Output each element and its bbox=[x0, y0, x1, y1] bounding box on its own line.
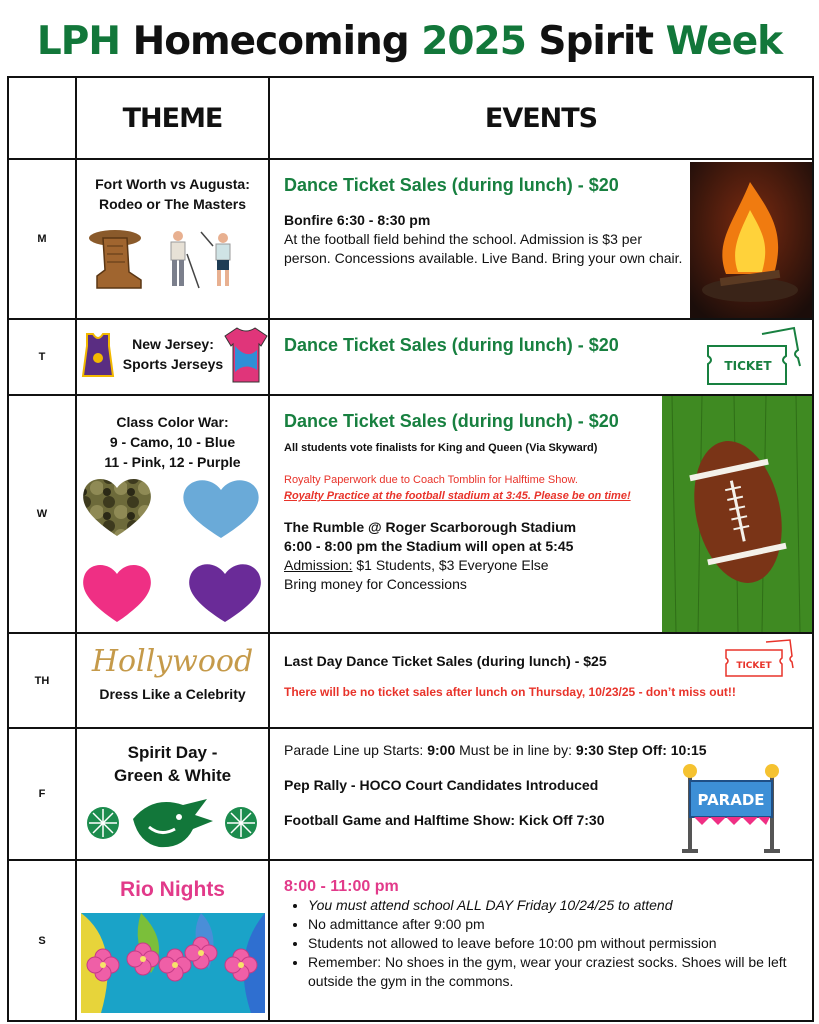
theme-line: Dress Like a Celebrity bbox=[99, 686, 246, 702]
purple-heart-icon bbox=[189, 564, 261, 622]
blank-header-cell bbox=[8, 77, 76, 159]
bonfire-description: At the football field behind the school. Admission is $3 per person. Concessions available. Live Band. Bring your own chair. bbox=[284, 231, 683, 266]
class-color-hearts bbox=[79, 472, 265, 628]
theme-line: Green & White bbox=[113, 766, 232, 785]
title-homecoming: Homecoming bbox=[132, 19, 409, 64]
saturday-events bbox=[269, 860, 813, 1021]
day-label: S bbox=[8, 860, 76, 1021]
thursday-row bbox=[8, 633, 813, 728]
tuesday-theme bbox=[76, 319, 269, 395]
thursday-events bbox=[269, 633, 813, 728]
day-label: M bbox=[8, 159, 76, 319]
wednesday-event-text bbox=[284, 412, 654, 594]
wednesday-row bbox=[8, 395, 813, 633]
tie-dye-jersey-icon bbox=[223, 326, 269, 384]
monday-row bbox=[8, 159, 813, 319]
list-item: • Students not allowed to leave before 10:00 pm without permission bbox=[308, 934, 798, 953]
pep-rally-text: Pep Rally - HOCO Court Candidates Introduced bbox=[284, 777, 599, 793]
title-year: 2025 bbox=[421, 19, 526, 64]
basketball-jersey-icon bbox=[81, 332, 115, 378]
vote-text: All students vote finalists for King and Queen (Via Skyward) bbox=[284, 442, 598, 454]
theme-column-header: THEME bbox=[76, 77, 269, 159]
ticket-sales-text: Dance Ticket Sales (during lunch) - $20 bbox=[284, 175, 619, 195]
sales-warning-text: There will be no ticket sales after lunch on Thursday, 10/23/25 - don’t miss out!! bbox=[284, 685, 736, 699]
pom-pom-icon bbox=[87, 807, 119, 839]
camo-heart-icon bbox=[83, 479, 151, 536]
theme-line: Sports Jerseys bbox=[122, 356, 224, 372]
thursday-theme bbox=[76, 633, 269, 728]
parade-sign-label: PARADE bbox=[697, 791, 765, 809]
admission-value: $1 Students, $3 Everyone Else bbox=[356, 557, 549, 573]
title-week: Week bbox=[665, 19, 783, 64]
wednesday-events bbox=[269, 395, 813, 633]
title-spirit: Spirit bbox=[538, 19, 654, 64]
step-off-time: Step Off: 10:15 bbox=[607, 742, 707, 758]
day-label: F bbox=[8, 728, 76, 860]
day-label: W bbox=[8, 395, 76, 633]
parade-sign-icon bbox=[678, 763, 784, 859]
theme-line: Class Color War: bbox=[116, 414, 229, 430]
monday-events bbox=[269, 159, 813, 319]
pink-heart-icon bbox=[83, 565, 151, 622]
royalty-practice-text: Royalty Practice at the football stadium at 3:45. Please be on time! bbox=[284, 490, 631, 502]
hollywood-logo: Hollywood bbox=[91, 644, 254, 679]
tuesday-row bbox=[8, 319, 813, 395]
list-item: • No admittance after 9:00 pm bbox=[308, 915, 798, 934]
rio-nights-title: Rio Nights bbox=[120, 878, 225, 901]
list-item: • Remember: No shoes in the gym, wear your craziest socks. Shoes will be left outside the gym in the commons. bbox=[308, 953, 798, 991]
schedule-table bbox=[7, 76, 814, 1022]
theme-line: Fort Worth vs Augusta: bbox=[95, 176, 250, 192]
rio-nights-time: 8:00 - 11:00 pm bbox=[284, 878, 399, 895]
parade-time: 9:00 bbox=[427, 742, 456, 758]
rumble-time: 6:00 - 8:00 pm the Stadium will open at 5:45 bbox=[284, 538, 574, 554]
title-lph: LPH bbox=[36, 19, 120, 64]
saturday-theme bbox=[76, 860, 269, 1021]
monday-theme bbox=[76, 159, 269, 319]
friday-theme-text bbox=[77, 729, 268, 787]
ticket-sales-text: Dance Ticket Sales (during lunch) - $20 bbox=[284, 335, 619, 355]
bonfire-title: Bonfire 6:30 - 8:30 pm bbox=[284, 212, 431, 228]
friday-events bbox=[269, 728, 813, 860]
ticket-sales-text: Dance Ticket Sales (during lunch) - $20 bbox=[284, 411, 619, 431]
wednesday-theme-text bbox=[77, 396, 268, 472]
events-column-header: EVENTS bbox=[269, 77, 813, 159]
day-label: TH bbox=[8, 633, 76, 728]
royalty-paperwork-text: Royalty Paperwork due to Coach Tomblin for Halftime Show. bbox=[284, 474, 578, 486]
friday-row bbox=[8, 728, 813, 860]
ticket-icon bbox=[702, 326, 802, 390]
wednesday-theme bbox=[76, 395, 269, 633]
admission-line bbox=[284, 556, 654, 575]
page-title bbox=[0, 14, 819, 70]
theme-line: New Jersey: bbox=[132, 336, 214, 352]
ticket-label: TICKET bbox=[724, 359, 772, 373]
saturday-row bbox=[8, 860, 813, 1021]
blue-heart-icon bbox=[183, 480, 258, 538]
rumble-title: The Rumble @ Roger Scarborough Stadium bbox=[284, 519, 577, 535]
friday-theme bbox=[76, 728, 269, 860]
boot-golfer-illustration bbox=[83, 224, 263, 294]
golfer-icon bbox=[171, 231, 199, 288]
pom-pom-icon bbox=[225, 807, 257, 839]
rio-flowers-image bbox=[81, 913, 265, 1013]
ticket-label: TICKET bbox=[736, 661, 772, 671]
saturday-rules-list bbox=[308, 896, 798, 991]
list-item: • You must attend school ALL DAY Friday 10/24/25 to attend bbox=[308, 896, 798, 915]
theme-line: Rodeo or The Masters bbox=[98, 196, 247, 212]
theme-line: Spirit Day - bbox=[127, 743, 218, 762]
football-game-text: Football Game and Halftime Show: Kick Off 7:30 bbox=[284, 812, 605, 828]
ticket-sales-text: Last Day Dance Ticket Sales (during lunch) - $25 bbox=[284, 653, 607, 669]
dragon-mascot-icon bbox=[133, 799, 213, 847]
parade-time: 9:30 bbox=[575, 742, 604, 758]
cowboy-boot-icon bbox=[89, 230, 141, 288]
parade-label: Parade Line up Starts: bbox=[284, 742, 424, 758]
day-label: T bbox=[8, 319, 76, 395]
ticket-icon bbox=[722, 638, 796, 680]
spirit-graphics bbox=[81, 795, 265, 853]
bonfire-image bbox=[690, 162, 812, 318]
tuesday-theme-text bbox=[117, 334, 229, 374]
monday-theme-text bbox=[77, 160, 268, 214]
concessions-text: Bring money for Concessions bbox=[284, 576, 467, 592]
football-image bbox=[662, 396, 812, 632]
golfer-swing-icon bbox=[201, 232, 230, 286]
parade-label: Must be in line by: bbox=[459, 742, 572, 758]
tuesday-events bbox=[269, 319, 813, 395]
parade-schedule-line bbox=[284, 741, 798, 760]
header-row bbox=[8, 77, 813, 159]
admission-label: Admission: bbox=[284, 557, 353, 573]
theme-line: 11 - Pink, 12 - Purple bbox=[104, 454, 241, 470]
theme-line: 9 - Camo, 10 - Blue bbox=[109, 434, 236, 450]
